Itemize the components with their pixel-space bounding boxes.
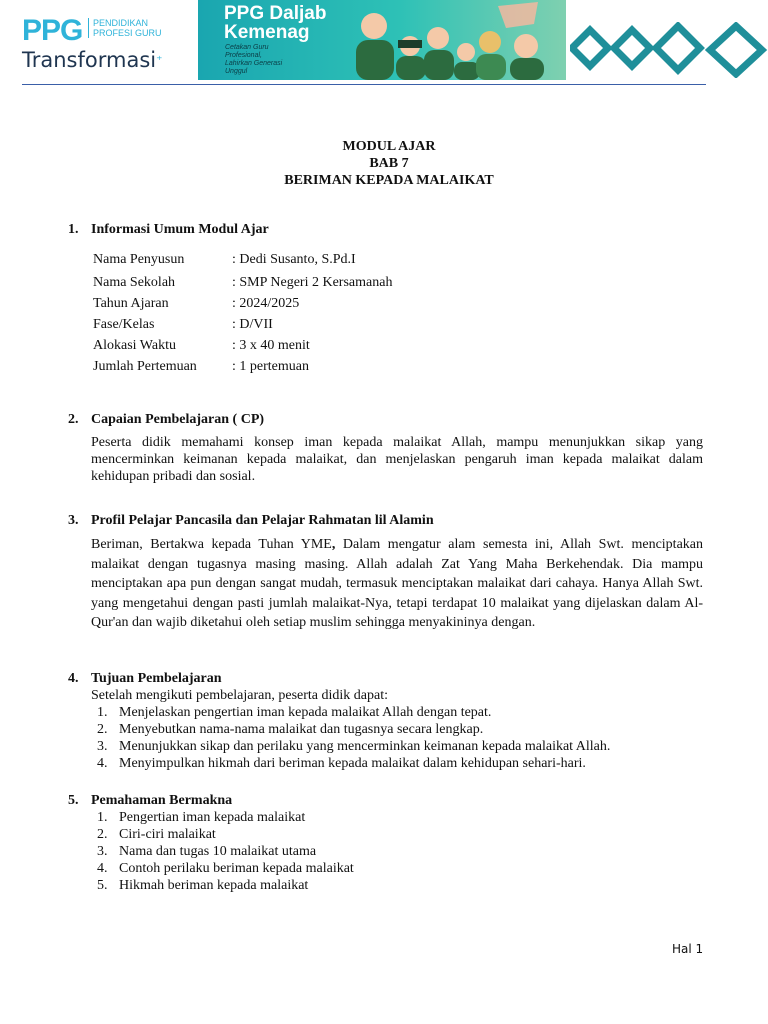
info-row: Alokasi Waktu : 3 x 40 menit [93, 338, 310, 353]
list-item: 5. Hikmah beriman kepada malaikat [97, 878, 309, 893]
document-title: MODUL AJAR BAB 7 BERIMAN KEPADA MALAIKAT [284, 139, 494, 188]
info-table [93, 249, 392, 377]
info-row: Nama Penyusun : Dedi Susanto, S.Pd.I [93, 252, 356, 267]
info-row: Tahun Ajaran : 2024/2025 [93, 296, 300, 311]
header-divider [22, 84, 706, 85]
section-4-intro: Setelah mengikuti pembelajaran, peserta didik dapat: [91, 688, 389, 703]
section-4-heading: 4. Tujuan Pembelajaran [68, 671, 222, 686]
list-item: 3. Menunjukkan sikap dan perilaku yang mencerminkan keimanan kepada malaikat Allah. [97, 739, 611, 754]
ppg-logo-mark: PPG [22, 14, 83, 47]
list-item: 1. Menjelaskan pengertian iman kepada malaikat Allah dengan tepat. [97, 705, 492, 720]
meaningful-understanding-list [91, 809, 354, 894]
section-2-paragraph: Peserta didik memahami konsep iman kepada malaikat Allah, mampu menunjukkan sikap yang mencerminkan keimanan kepada malaikat, dan menjelaskan pengaruh iman kepada malaikat dalam kehidupan pribadi dan sosial. [91, 435, 703, 484]
page-header [0, 0, 768, 86]
info-row: Nama Sekolah : SMP Negeri 2 Kersamanah [93, 275, 393, 290]
info-row: Fase/Kelas : D/VII [93, 317, 273, 332]
list-item: 3. Nama dan tugas 10 malaikat utama [97, 844, 317, 859]
list-item: 2. Menyebutkan nama-nama malaikat dan tugasnya secara lengkap. [97, 722, 484, 737]
learning-objectives-list [91, 704, 610, 772]
ppg-logo-subtitle: PENDIDIKAN PROFESI GURU [88, 18, 162, 38]
info-row: Jumlah Pertemuan : 1 pertemuan [93, 359, 309, 374]
decorative-diamond-logos [570, 22, 768, 78]
banner-title: PPG Daljab Kemenag [224, 3, 327, 43]
list-item: 1. Pengertian iman kepada malaikat [97, 810, 306, 825]
list-item: 4. Contoh perilaku beriman kepada malaikat [97, 861, 354, 876]
list-item: 4. Menyimpulkan hikmah dari beriman kepada malaikat dalam kehidupan sehari-hari. [97, 756, 586, 771]
section-3-paragraph: Beriman, Bertakwa kepada Tuhan YME, Dalam mengatur alam semesta ini, Allah Swt. menciptakan malaikat dengan tugasnya masing masing. Allah adalah Zat Yang Maha Berkehendak. Dia mampu menciptakan apa pun dengan sangat mudah, termasuk menciptakan malaikat dari cahaya. Hanya Allah Swt. yang mengetahui dengan pasti jumlah malaikat-Nya, tetapi terdapat 10 malaikat yang dijelaskan dalam Al-Qur'an dan wajib diketahui oleh setiap muslim sehingga menyakininya dengan. [91, 537, 703, 630]
ppg-daljab-banner [198, 0, 566, 80]
ppg-transformasi-logo [22, 14, 192, 72]
banner-people-illustration [338, 0, 566, 80]
page-number: Hal 1 [672, 942, 704, 956]
section-2-heading: 2. Capaian Pembelajaran ( CP) [68, 412, 265, 427]
section-1-heading: 1. Informasi Umum Modul Ajar [68, 222, 269, 237]
list-item: 2. Ciri-ciri malaikat [97, 827, 216, 842]
ppg-logo-wordmark: Transformasi⁺ [22, 48, 163, 72]
section-5-heading: 5. Pemahaman Bermakna [68, 793, 233, 808]
banner-tagline: Cetakan Guru Profesional, Lahirkan Generasi Unggul [225, 44, 283, 75]
section-3-heading: 3. Profil Pelajar Pancasila dan Pelajar Rahmatan lil Alamin [68, 513, 434, 528]
